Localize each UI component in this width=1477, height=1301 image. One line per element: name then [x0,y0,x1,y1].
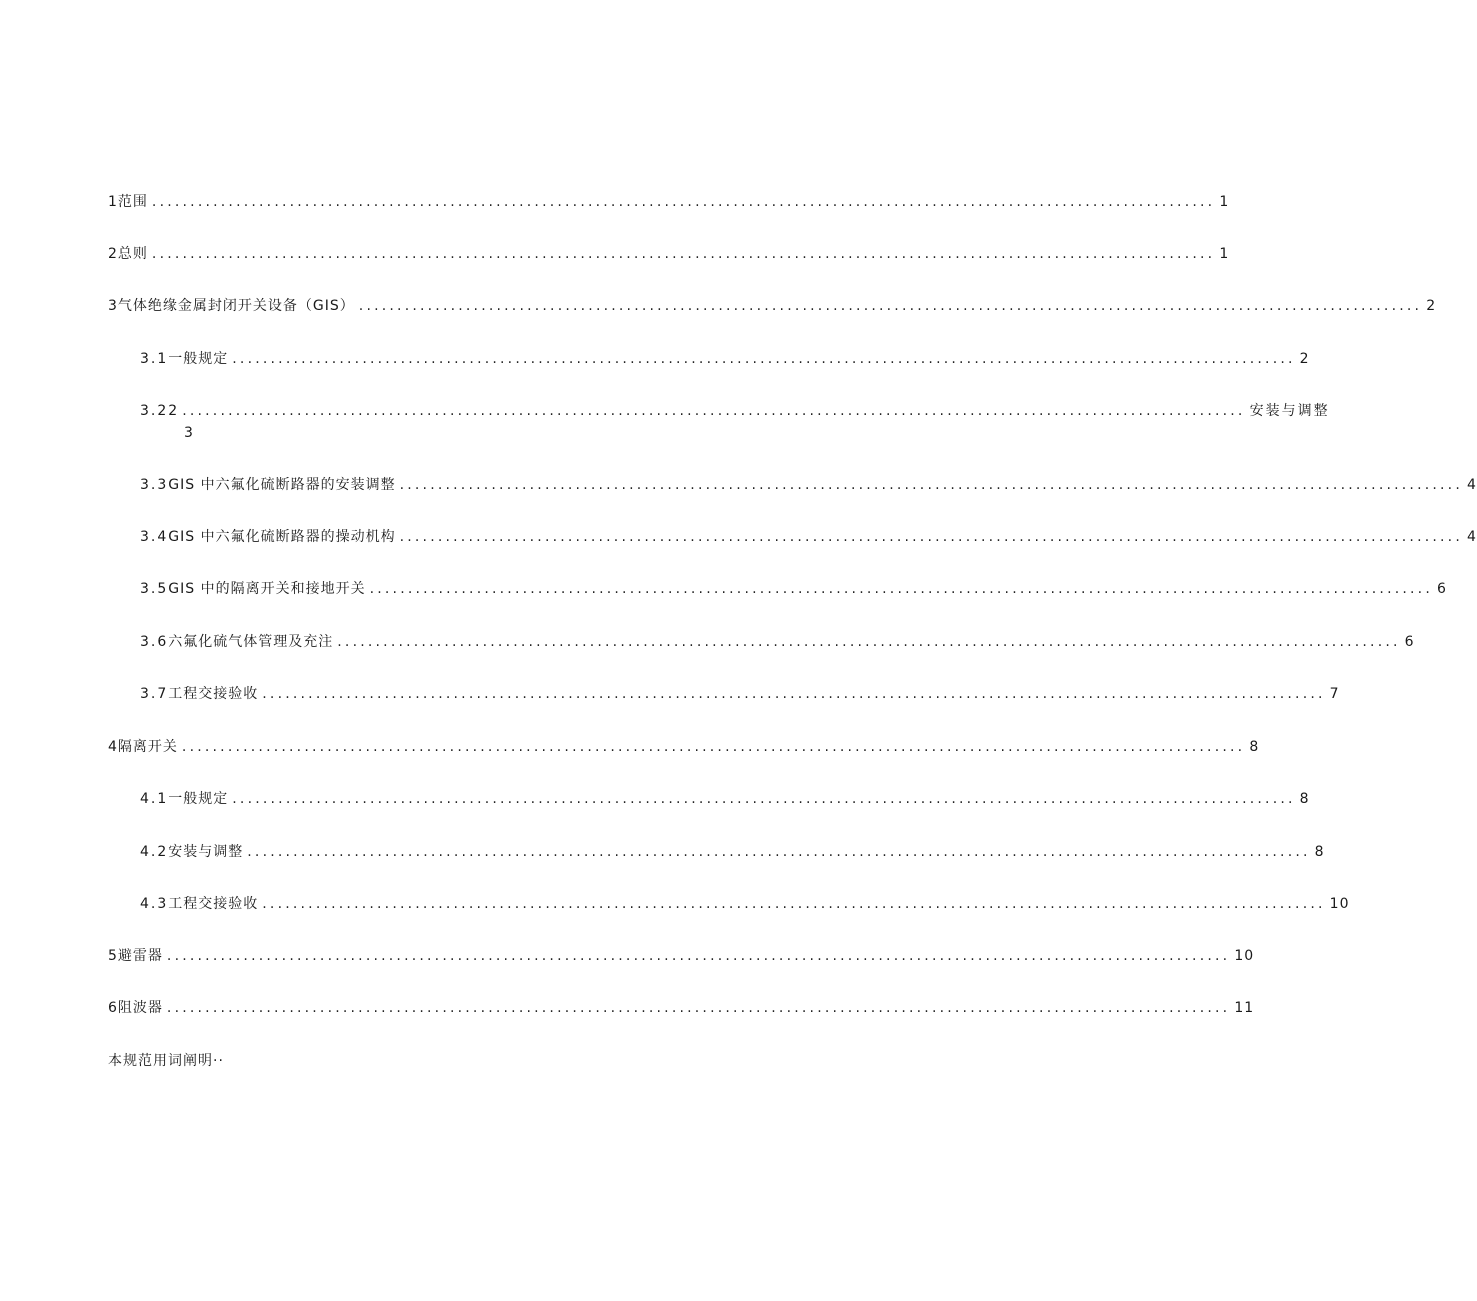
toc-leader-dots: ........................................................................................................................................... [166,1000,1231,1016]
toc-entry-title: 阻波器 [117,1000,163,1016]
toc-entry-number: 3 [108,298,118,314]
toc-subentry[interactable] [140,633,1415,651]
toc-entry[interactable] [108,738,1260,756]
toc-entry-page: 6 [1404,634,1415,650]
toc-entry-number: 3.5 [140,581,169,597]
toc-entry[interactable] [108,999,1255,1017]
toc-leader-dots: ........................................................................................................................................... [166,948,1231,964]
toc-subentry[interactable] [140,843,1325,861]
toc-entry-number: 4 [108,739,118,755]
toc-leader-dots: ........................................................................................................................................... [182,403,1246,419]
toc-subentry[interactable] [140,790,1310,808]
toc-entry-page: 1 [1219,194,1230,210]
toc-entry-title: 总则 [117,246,148,262]
toc-subentry[interactable] [140,528,1477,546]
toc-entry-page: 11 [1234,1000,1255,1016]
toc-entry-title: 六氟化硫气体管理及充注 [168,634,334,650]
toc-leader-dots: ........................................................................................................................................... [262,686,1326,702]
toc-entry-page: 2 [1426,298,1437,314]
toc-entry-page: 4 [1466,529,1477,545]
toc-entry-glossary[interactable] [108,1052,224,1070]
toc-entry-number: 4.3 [140,896,169,912]
toc-entry-page: 8 [1299,791,1310,807]
toc-entry-title: 本规范用词阐明·· [108,1053,224,1069]
toc-entry-page: 6 [1436,581,1447,597]
toc-entry-title: 气体绝缘金属封闭开关设备（GIS） [117,298,355,314]
toc-entry-title: 避雷器 [117,948,163,964]
toc-entry-overflow-text: 3 [184,425,193,441]
toc-entry-page: 4 [1466,477,1477,493]
toc-leader-dots: ........................................................................................................................................... [151,194,1216,210]
toc-leader-dots: ........................................................................................................................................... [369,581,1433,597]
toc-leader-dots: ........................................................................................................................................... [399,477,1463,493]
toc-entry-title: 隔离开关 [117,739,178,755]
toc-leader-dots: ........................................................................................................................................... [247,844,1311,860]
toc-entry-page: 10 [1329,896,1350,912]
toc-entry-number: 3.7 [140,686,169,702]
toc-entry-title: 工程交接验收 [168,896,259,912]
toc-entry-title: GIS 中六氟化硫断路器的操动机构 [168,529,396,545]
toc-entry-page: 1 [1219,246,1230,262]
toc-leader-dots: ........................................................................................................................................... [181,739,1246,755]
toc-subentry[interactable] [140,685,1340,703]
toc-entry[interactable] [108,193,1230,211]
toc-leader-dots: ........................................................................................................................................... [232,791,1296,807]
toc-entry[interactable] [108,297,1437,315]
toc-entry-number: 3.2 [140,403,169,419]
toc-subentry[interactable] [140,476,1477,494]
toc-entry-title: 一般规定 [168,791,229,807]
toc-entry-title: GIS 中的隔离开关和接地开关 [168,581,366,597]
toc-entry[interactable] [108,947,1255,965]
toc-entry-page: 10 [1234,948,1255,964]
toc-leader-dots: ........................................................................................................................................... [337,634,1401,650]
toc-entry-number: 6 [108,1000,118,1016]
toc-entry-page: 8 [1249,739,1260,755]
toc-entry-page: 安装与调整 [1249,403,1330,419]
toc-entry-title: 工程交接验收 [168,686,259,702]
toc-entry-number: 5 [108,948,118,964]
toc-entry-number: 4.1 [140,791,169,807]
toc-entry-number: 3.6 [140,634,169,650]
toc-entry-number: 3.4 [140,529,169,545]
toc-entry-title: GIS 中六氟化硫断路器的安装调整 [168,477,396,493]
toc-subentry[interactable] [140,350,1310,368]
toc-entry-page: 2 [1299,351,1310,367]
toc-leader-dots: ........................................................................................................................................... [262,896,1326,912]
toc-subentry[interactable] [140,402,1330,420]
toc-entry-number: 3.3 [140,477,169,493]
toc-entry-title: 一般规定 [168,351,229,367]
toc-entry-page: 7 [1329,686,1340,702]
toc-entry-number: 4.2 [140,844,169,860]
toc-entry-page-overflow [184,424,193,442]
toc-entry-number: 2 [108,246,118,262]
toc-leader-dots: ........................................................................................................................................... [232,351,1296,367]
toc-entry-title: 2 [168,403,179,419]
toc-entry-title: 范围 [117,194,148,210]
toc-entry-number: 1 [108,194,118,210]
toc-entry-number: 3.1 [140,351,169,367]
toc-entry-title: 安装与调整 [168,844,244,860]
toc-entry[interactable] [108,245,1230,263]
toc-entry-page: 8 [1314,844,1325,860]
toc-leader-dots: ........................................................................................................................................... [399,529,1463,545]
toc-subentry[interactable] [140,580,1447,598]
toc-leader-dots: ........................................................................................................................................... [358,298,1423,314]
toc-leader-dots: ........................................................................................................................................... [151,246,1216,262]
toc-subentry[interactable] [140,895,1350,913]
